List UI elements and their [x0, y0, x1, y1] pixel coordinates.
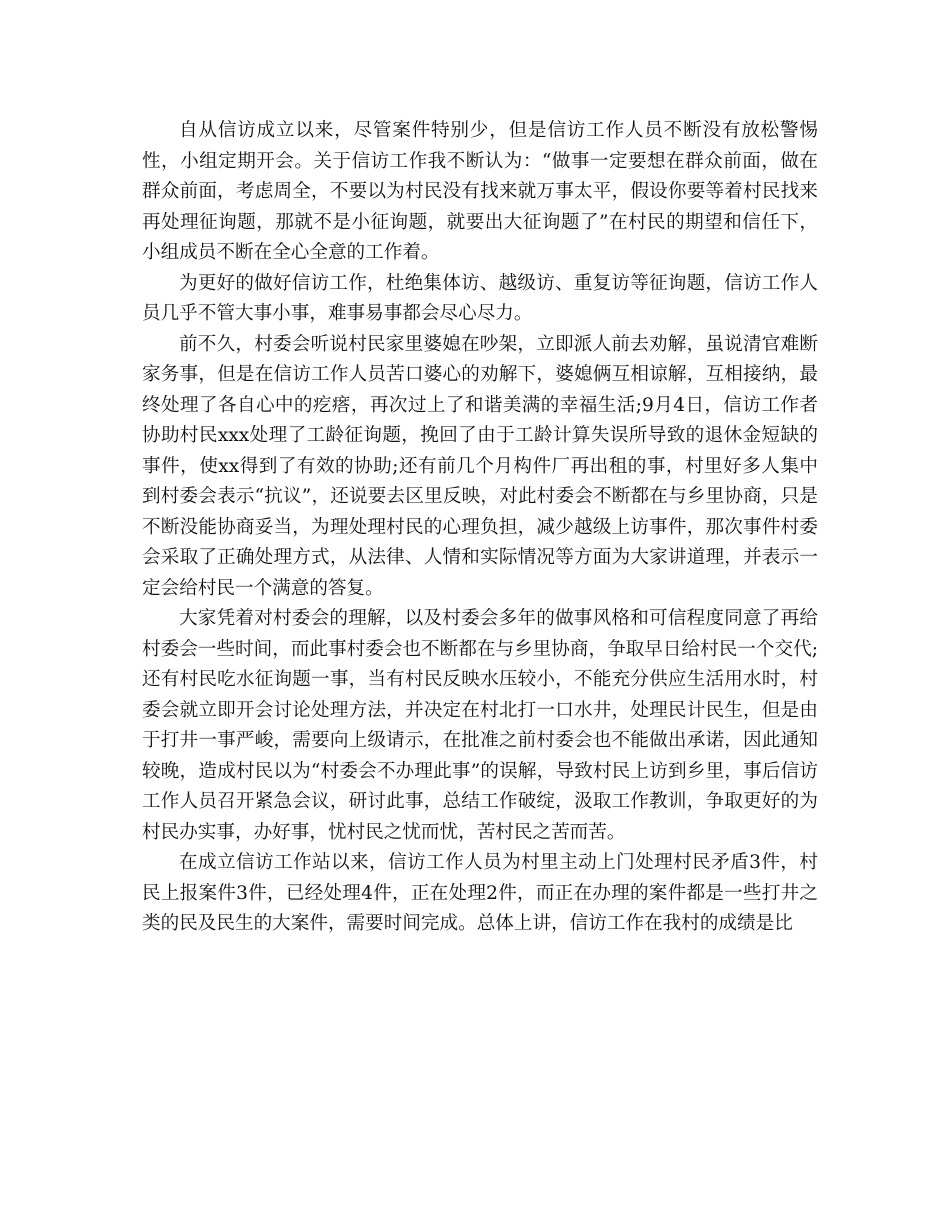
- paragraph-1: 自从信访成立以来，尽管案件特别少，但是信访工作人员不断没有放松警惕性，小组定期开会。关于信访工作我不断认为：“做事一定要想在群众前面，做在群众前面，考虑周全，不要以为村民没有找来就万事太平，假设你要等着村民找来再处理征询题，那就不是小征询题，就要出大征询题了”在村民的期望和信任下，小组成员不断在全心全意的工作着。: [142, 120, 818, 263]
- paragraph-2: 为更好的做好信访工作，杜绝集体访、越级访、重复访等征询题，信访工作人员几乎不管大事小事，难事易事都会尽心尽力。: [142, 272, 818, 324]
- paragraph-3: 前不久，村委会听说村民家里婆媳在吵架，立即派人前去劝解，虽说清官难断家务事，但是在信访工作人员苦口婆心的劝解下，婆媳俩互相谅解，互相接纳，最终处理了各自心中的疙瘩，再次过上了和谐美满的幸福生活;9月4日，信访工作者协助村民xxx处理了工龄征询题，挽回了由于工龄计算失误所导致的退休金短缺的事件，使xx得到了有效的协助;还有前几个月构件厂再出租的事，村里好多人集中到村委会表示“抗议”，还说要去区里反映，对此村委会不断都在与乡里协商，只是不断没能协商妥当，为理处理村民的心理负担，减少越级上访事件，那次事件村委会采取了正确处理方式，从法律、人情和实际情况等方面为大家讲道理，并表示一定会给村民一个满意的答复。: [142, 333, 818, 599]
- paragraph-4: 大家凭着对村委会的理解，以及村委会多年的做事风格和可信程度同意了再给村委会一些时间，而此事村委会也不断都在与乡里协商，争取早日给村民一个交代;还有村民吃水征询题一事，当有村民反映水压较小，不能充分供应生活用水时，村委会就立即开会讨论处理方法，并决定在村北打一口水井，处理民计民生，但是由于打井一事严峻，需要向上级请示，在批准之前村委会也不能做出承诺，因此通知较晚，造成村民以为“村委会不办理此事”的误解，导致村民上访到乡里，事后信访工作人员召开紧急会议，研讨此事，总结工作破绽，汲取工作教训，争取更好的为村民办实事，办好事，忧村民之忧而忧，苦村民之苦而苦。: [142, 608, 818, 843]
- paragraph-5: 在成立信访工作站以来，信访工作人员为村里主动上门处理村民矛盾3件，村民上报案件3件，已经处理4件，正在处理2件，而正在办理的案件都是一些打井之类的民及民生的大案件，需要时间完成。总体上讲，信访工作在我村的成绩是比: [142, 852, 818, 934]
- document-body: [142, 116, 818, 940]
